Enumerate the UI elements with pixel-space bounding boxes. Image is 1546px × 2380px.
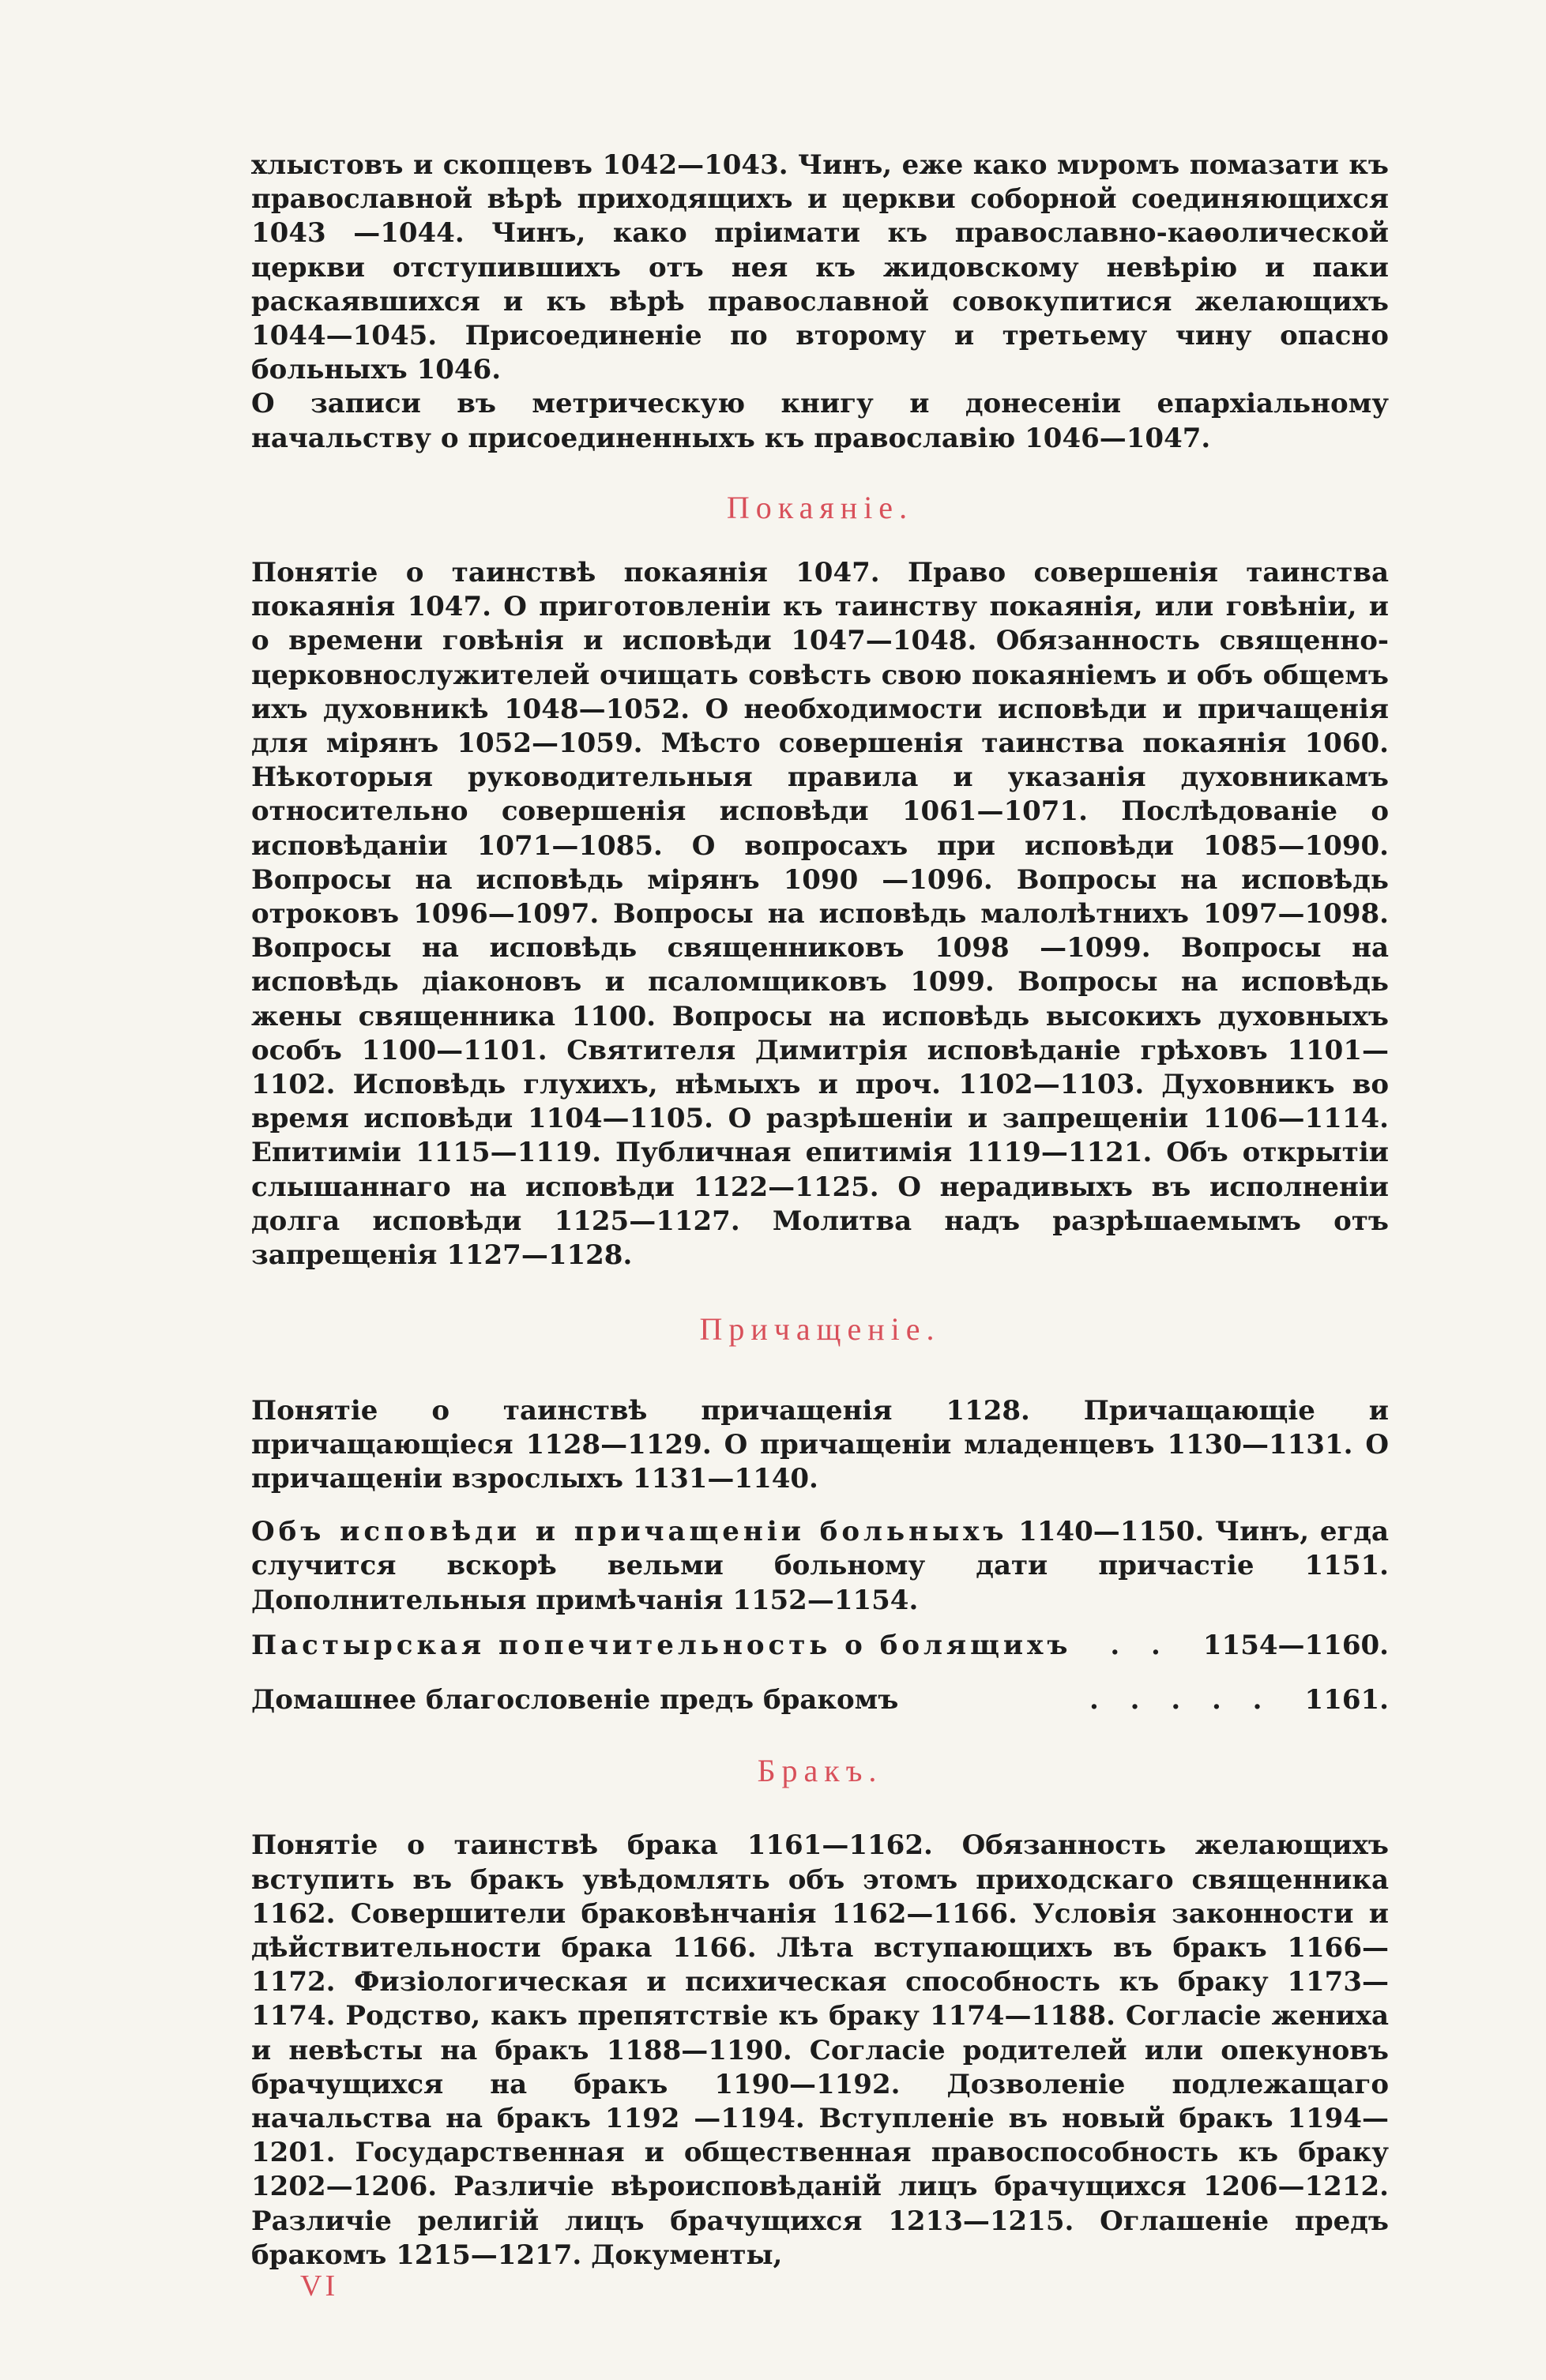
- bolnykh-paragraph: [251, 1515, 1389, 1618]
- toc-entry-label: Домашнее благословеніе предъ бракомъ: [251, 1683, 899, 1716]
- toc-entry-dots: . . . . .: [1089, 1683, 1273, 1716]
- brak-paragraph: Понятіе о таинствѣ брака 1161—1162. Обязанность желающихъ вступить въ бракъ увѣдомлять объ этомъ приходскаго священника 1162. Совершители браковѣнчанія 1162—1166. Условія законности и дѣйствительности брака 1166. Лѣта вступающихъ въ бракъ 1166—1172. Физіологическая и психическая способность къ браку 1173—1174. Родство, какъ препятствіе къ браку 1174—1188. Согласіе жениха и невѣсты на бракъ 1188—1190. Согласіе родителей или опекуновъ брачущихся на бракъ 1190—1192. Дозволеніе подлежащаго начальства на бракъ 1192 —1194. Вступленіе въ новый бракъ 1194—1201. Государственная и общественная правоспособность къ браку 1202—1206. Различіе вѣроисповѣданій лицъ брачущихся 1206—1212. Различіе религій лицъ брачущихся 1213—1215. Оглашеніе предъ бракомъ 1215—1217. Документы,: [251, 1829, 1389, 2271]
- section-heading-prichashchenie: Причащеніе.: [699, 1311, 941, 1348]
- bolnykh-rest: 1140—1150. Чинъ, егда случится вскорѣ вельми больному дати причастіе 1151. Дополнительныя примѣчанія 1152—1154.: [251, 1516, 1389, 1616]
- toc-entry-pastyrskaya: [251, 1629, 1389, 1663]
- pokayanie-paragraph: Понятіе о таинствѣ покаянія 1047. Право совершенія таинства покаянія 1047. О приготовленіи къ таинству покаянія, или говѣніи, и о времени говѣнія и исповѣди 1047—1048. Обязанность священно-церковнослужителей очищать совѣсть свою покаяніемъ и объ общемъ ихъ духовникѣ 1048—1052. О необходимости исповѣди и причащенія для мірянъ 1052—1059. Мѣсто совершенія таинства покаянія 1060. Нѣкоторыя руководительныя правила и указанія духовникамъ относительно совершенія исповѣди 1061—1071. Послѣдованіе о исповѣданіи 1071—1085. О вопросахъ при исповѣди 1085—1090. Вопросы на исповѣдь мірянъ 1090 —1096. Вопросы на исповѣдь отроковъ 1096—1097. Вопросы на исповѣдь малолѣтнихъ 1097—1098. Вопросы на исповѣдь священниковъ 1098 —1099. Вопросы на исповѣдь діаконовъ и псаломщиковъ 1099. Вопросы на исповѣдь жены священника 1100. Вопросы на исповѣдь высокихъ духовныхъ особъ 1100—1101. Святителя Димитрія исповѣданіе грѣховъ 1101—1102. Исповѣдь глухихъ, нѣмыхъ и проч. 1102—1103. Духовникъ во время исповѣди 1104—1105. О разрѣшеніи и запрещеніи 1106—1114. Епитиміи 1115—1119. Публичная епитимія 1119—1121. Объ открытіи слышаннаго на исповѣди 1122—1125. О нерадивыхъ въ исполненіи долга исповѣди 1125—1127. Молитва надъ разрѣшаемымъ отъ запрещенія 1127—1128.: [251, 557, 1389, 1272]
- page-content: [251, 149, 1389, 2273]
- toc-entry-label: Пастырская попечительность о болящихъ: [251, 1629, 1072, 1661]
- toc-entry-dots: . .: [1110, 1629, 1172, 1661]
- section-heading-pokayanie: Покаяніе.: [726, 489, 914, 525]
- intro-paragraph-1: хлыстовъ и скопцевъ 1042—1043. Чинъ, еже како мνромъ помазати къ православной вѣрѣ приходящихъ и церкви соборной соединяющихся 1043 —1044. Чинъ, како пріимати къ православно-каѳолической церкви отступившихъ отъ нея къ жидовскому невѣрію и паки раскаявшихся и къ вѣрѣ православной совокупитися желающихъ 1044—1045. Присоединеніе по второму и третьему чину опасно больныхъ 1046.: [251, 149, 1389, 386]
- bolnykh-lead: Объ исповѣди и причащеніи больныхъ: [251, 1516, 1008, 1548]
- toc-entry-pages: 1154—1160.: [1202, 1629, 1389, 1661]
- toc-entry-blagoslovenie: [251, 1683, 1389, 1717]
- section-heading-brak: Бракъ.: [757, 1753, 883, 1789]
- prichashchenie-paragraph: Понятіе о таинствѣ причащенія 1128. Причащающіе и причащающіеся 1128—1129. О причащеніи младенцевъ 1130—1131. О причащеніи взрослыхъ 1131—1140.: [251, 1394, 1389, 1495]
- page-number: VI: [300, 2269, 339, 2303]
- toc-entry-pages: 1161.: [1304, 1683, 1389, 1716]
- intro-paragraph-2: О записи въ метрическую книгу и донесеніи епархіальному начальству о присоединенныхъ къ православію 1046—1047.: [251, 388, 1389, 454]
